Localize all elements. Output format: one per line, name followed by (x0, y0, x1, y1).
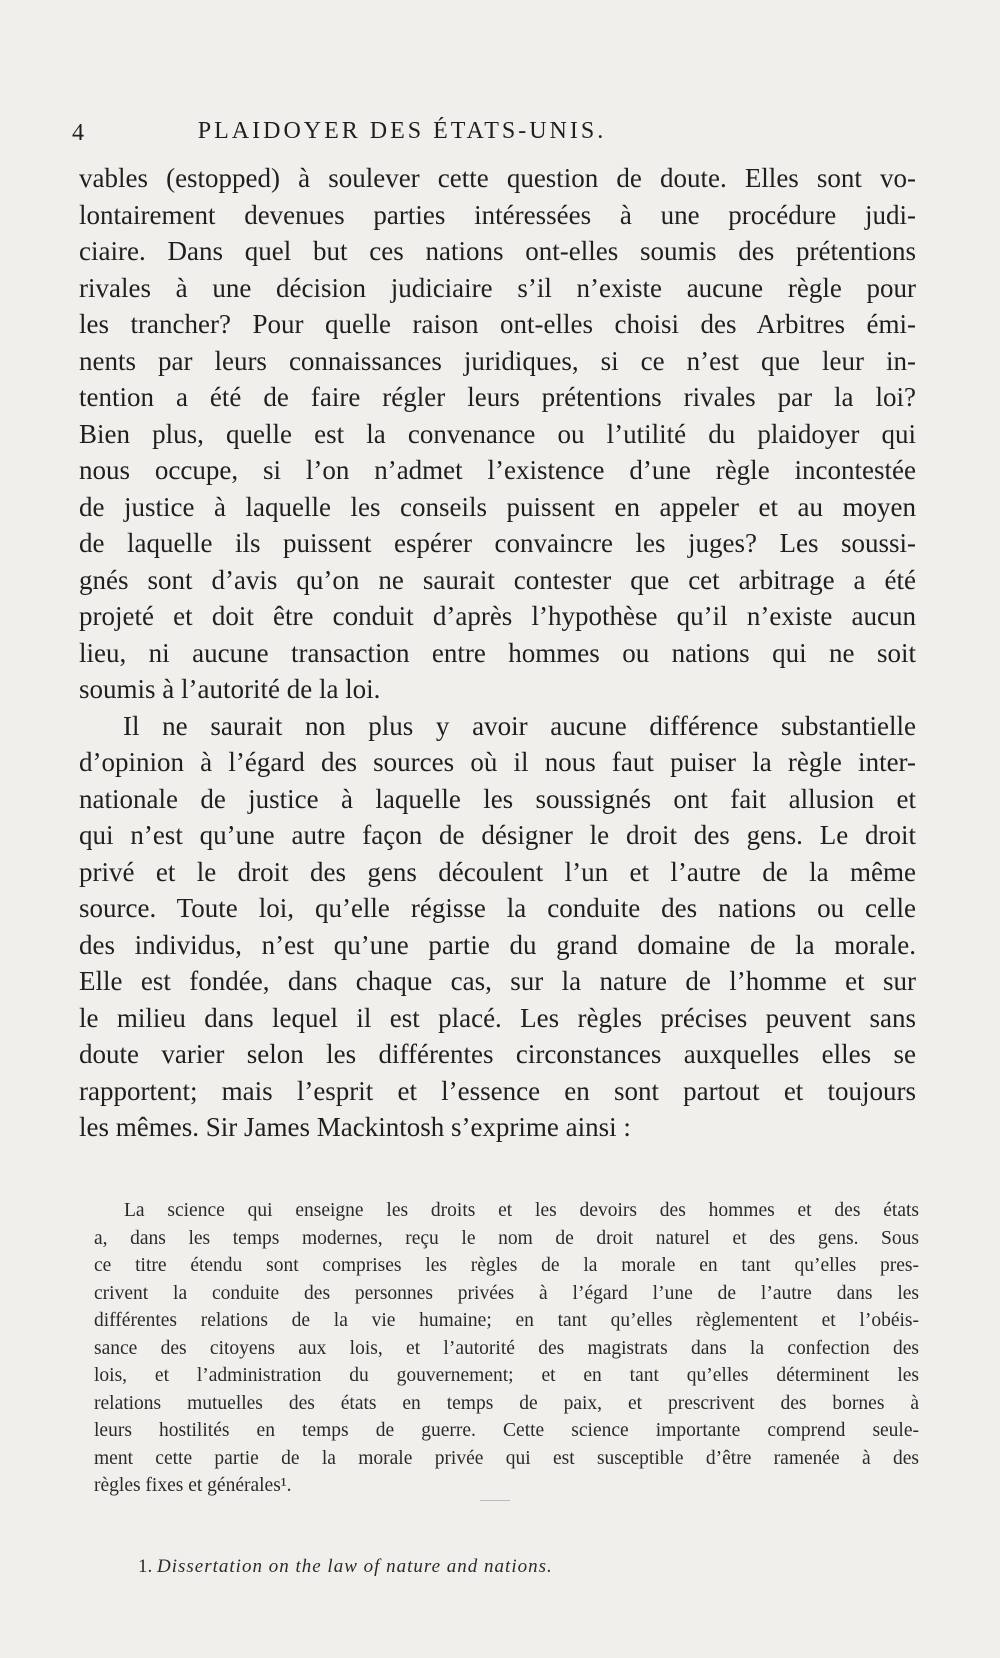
text-line: doute varier selon les différentes circonstances auxquelles elles se (79, 1039, 916, 1069)
footnote-divider (480, 1500, 510, 1501)
text-line: différentes relations de la vie humaine; en tant qu’elles règlementent et l’obéis- (94, 1310, 919, 1331)
text-line: Bien plus, quelle est la convenance ou l’utilité du plaidoyer qui (79, 418, 916, 449)
footnote-number: 1. (138, 1556, 153, 1577)
text-line: privé et le droit des gens découlent l’un et l’autre de la même (79, 856, 916, 887)
text-line: de justice à laquelle les conseils puissent en appeler et au moyen (79, 491, 916, 522)
text-line: crivent la conduite des personnes privées à l’égard l’une de l’autre dans les (94, 1282, 919, 1304)
text-line: soumis à l’autorité de la loi. (79, 674, 381, 704)
text-line: les trancher? Pour quelle raison ont-elles choisi des Arbitres émi- (79, 309, 916, 339)
footnote-text: Dissertation on the law of nature and nations. (157, 1556, 553, 1577)
text-line: sance des citoyens aux lois, et l’autorité des magistrats dans la confection des (94, 1337, 919, 1359)
text-line: nents par leurs connaissances juridiques, si ce n’est que leur in- (79, 345, 916, 376)
text-line: nous occupe, si l’on n’admet l’existence d’une règle incontestée (79, 455, 916, 485)
text-line: rapportent; mais l’esprit et l’essence en sont partout et toujours (79, 1075, 916, 1106)
text-line: lontairement devenues parties intéressées à une procédure judi- (79, 199, 916, 230)
paragraph-1 (79, 160, 916, 708)
page-header (72, 112, 692, 152)
text-line: ment cette partie de la morale privée qui est susceptible d’être ramenée à des (94, 1447, 919, 1469)
text-line: ce titre étendu sont comprises les règles de la morale en tant qu’elles pres- (94, 1255, 919, 1276)
page-number: 4 (72, 120, 84, 146)
text-line: vables (estopped) à soulever cette question de doute. Elles sont vo- (79, 163, 916, 193)
text-line: nationale de justice à laquelle les soussignés ont fait allusion et (79, 783, 916, 814)
text-line: lieu, ni aucune transaction entre hommes ou nations qui ne soit (79, 637, 916, 668)
text-line: La science qui enseigne les droits et les devoirs des hommes et des états (124, 1200, 919, 1221)
text-line: leurs hostilités en temps de guerre. Cette science importante comprend seule- (94, 1420, 919, 1441)
text-line: Elle est fondée, dans chaque cas, sur la nature de l’homme et sur (79, 966, 916, 996)
text-line: qui n’est qu’une autre façon de désigner le droit des gens. Le droit (79, 820, 916, 850)
text-line: source. Toute loi, qu’elle régisse la conduite des nations ou celle (79, 893, 916, 923)
text-line: relations mutuelles des états en temps de paix, et prescrivent des bornes à (94, 1392, 919, 1414)
text-line: tention a été de faire régler leurs prétentions rivales par la loi? (79, 382, 916, 412)
text-line: ciaire. Dans quel but ces nations ont-elles soumis des prétentions (79, 236, 916, 266)
text-line: d’opinion à l’égard des sources où il nous faut puiser la règle inter- (79, 747, 916, 777)
paragraph-2 (79, 708, 916, 1146)
text-line: Il ne saurait non plus y avoir aucune différence substantielle (123, 710, 916, 741)
block-quote (94, 1197, 919, 1500)
text-line: lois, et l’administration du gouvernement; et en tant qu’elles déterminent les (94, 1365, 919, 1386)
text-line: de laquelle ils puissent espérer convaincre les juges? Les soussi- (79, 528, 916, 558)
text-line: les mêmes. Sir James Mackintosh s’exprime ainsi : (79, 1112, 631, 1142)
text-line: rivales à une décision judiciaire s’il n’existe aucune règle pour (79, 272, 916, 303)
footnote (138, 1556, 553, 1578)
text-line: règles fixes et générales¹. (94, 1475, 292, 1496)
running-title: PLAIDOYER DES ÉTATS-UNIS. (197, 118, 607, 144)
text-line: projeté et doit être conduit d’après l’hypothèse qu’il n’existe aucun (79, 601, 916, 631)
text-line: gnés sont d’avis qu’on ne saurait contester que cet arbitrage a été (79, 564, 916, 595)
body-text (79, 160, 916, 1146)
text-line: le milieu dans lequel il est placé. Les règles précises peuvent sans (79, 1002, 916, 1033)
text-line: des individus, n’est qu’une partie du grand domaine de la morale. (79, 929, 916, 960)
text-line: a, dans les temps modernes, reçu le nom de droit naturel et des gens. Sous (94, 1227, 919, 1249)
